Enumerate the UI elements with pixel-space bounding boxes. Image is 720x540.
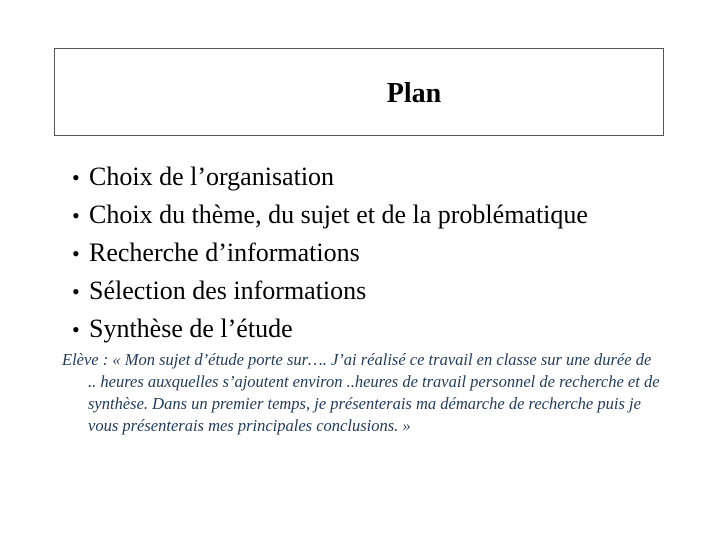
list-item-text: Sélection des informations	[89, 276, 367, 305]
list-item	[72, 196, 692, 234]
bullet-icon: •	[72, 165, 80, 190]
bullet-icon: •	[72, 317, 80, 342]
list-item-text: Choix de l’organisation	[89, 162, 335, 191]
list-item	[72, 272, 692, 310]
bullet-icon: •	[72, 241, 80, 266]
list-item	[72, 234, 692, 272]
bullet-icon: •	[72, 203, 80, 228]
list-item-text: Recherche d’informations	[89, 238, 360, 267]
bullet-list	[72, 158, 692, 348]
page-title: Plan	[386, 78, 442, 109]
title-box	[54, 48, 664, 136]
list-item	[72, 310, 692, 348]
list-item-text: Synthèse de l’étude	[89, 314, 293, 343]
list-item	[72, 158, 692, 196]
bullet-icon: •	[72, 279, 80, 304]
student-note: Elève : « Mon sujet d’étude porte sur…. J’ai réalisé ce travail en classe sur une durée de .. heures auxquelles s’ajoutent environ ..heures de travail personnel de recherche et de synthèse. Dans un premier temps, je présenterais ma démarche de recherche puis je vous présenterais mes principales conclusions. »	[62, 350, 660, 435]
list-item-text: Choix du thème, du sujet et de la problématique	[89, 200, 588, 229]
